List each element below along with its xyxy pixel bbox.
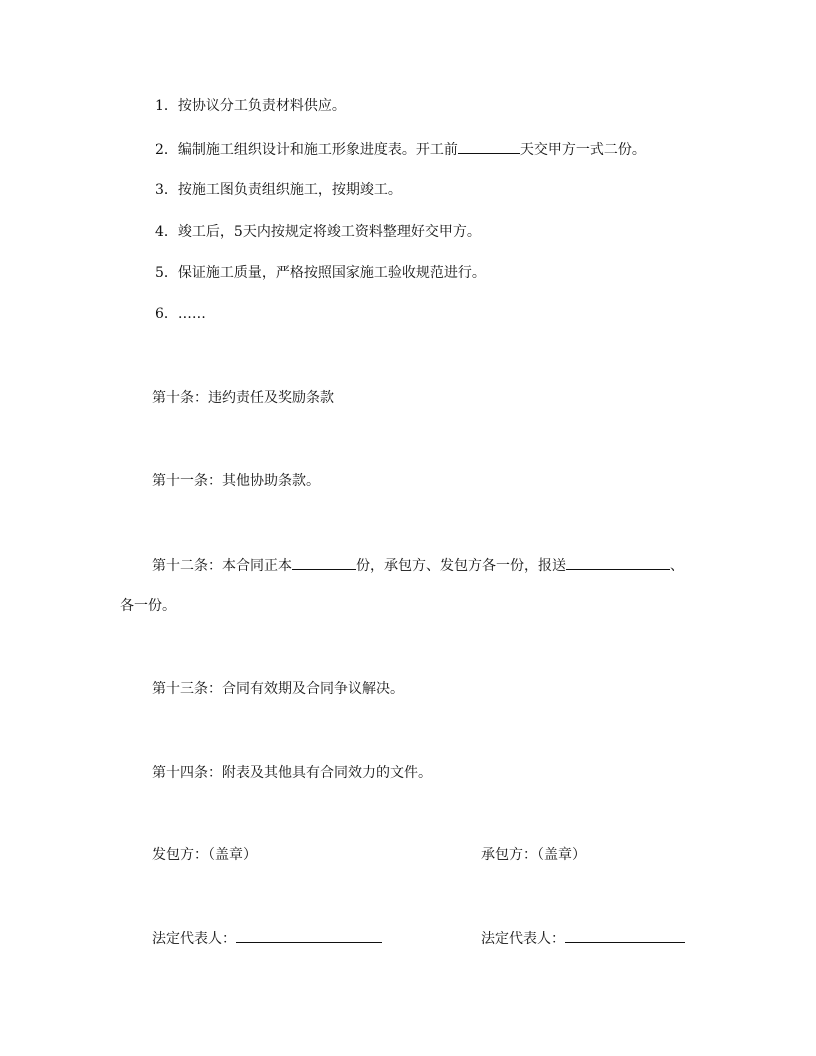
employer-seal [152,846,257,864]
article-11-text: 第十一条：其他协助条款。 [152,473,320,489]
employer-seal-label: 发包方：（盖章） [152,847,257,863]
employer-rep-blank [236,929,382,943]
duty-item-6 [155,305,206,323]
employer-rep-label: 法定代表人： [152,931,236,947]
contractor-seal [481,846,586,864]
duty-item-4 [155,223,481,241]
duty-item-2 [155,140,646,159]
copies-blank [292,556,356,570]
duty-item-3 [155,181,402,199]
article-12-pre: 第十二条：本合同正本 [152,558,292,574]
article-12-mid: 份，承包方、发包方各一份，报送 [356,558,566,574]
article-12-continuation [120,597,176,615]
contractor-seal-label: 承包方：（盖章） [481,847,586,863]
article-10 [152,389,334,407]
article-14 [152,764,432,782]
duty-text-3: 3．按施工图负责组织施工，按期竣工。 [155,182,402,198]
duty-text-2-pre: 2．编制施工组织设计和施工形象进度表。开工前 [155,142,458,158]
contractor-rep-label: 法定代表人： [481,931,565,947]
article-11 [152,472,320,490]
contractor-representative [481,929,685,948]
contractor-rep-blank [565,929,685,943]
days-blank [458,140,520,154]
duty-text-5: 5．保证施工质量，严格按照国家施工验收规范进行。 [155,265,486,281]
article-12-post: 、 [670,558,684,574]
article-10-text: 第十条：违约责任及奖励条款 [152,390,334,406]
duty-text-2-post: 天交甲方一式二份。 [519,142,646,158]
duty-item-5 [155,264,486,282]
article-13-text: 第十三条：合同有效期及合同争议解决。 [152,681,404,697]
article-13 [152,680,404,698]
duty-text-1: 1．按协议分工负责材料供应。 [155,98,346,114]
article-14-text: 第十四条：附表及其他具有合同效力的文件。 [152,765,432,781]
employer-representative [152,929,382,948]
article-12 [152,556,684,575]
duty-text-4: 4．竣工后，5天内按规定将竣工资料整理好交甲方。 [155,224,481,240]
recipient-blank [566,556,670,570]
article-12-cont: 各一份。 [120,598,176,614]
duty-item-1 [155,97,346,115]
duty-text-6: 6．…… [155,306,206,322]
